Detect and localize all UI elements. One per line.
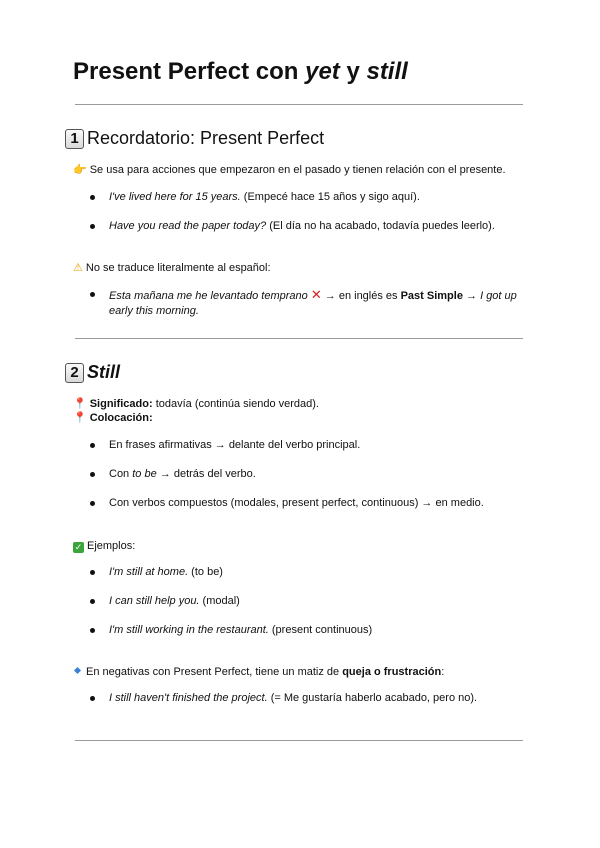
pin-icon: 📍	[73, 398, 87, 410]
blue-diamond-icon	[74, 667, 81, 674]
number-one-icon: 1	[65, 129, 84, 149]
hand-pointing-icon: 👉	[73, 164, 87, 176]
divider	[75, 740, 523, 741]
bullet-dot	[90, 224, 95, 229]
section-heading-still: 2 Still	[65, 362, 120, 383]
warning-icon: ⚠	[73, 262, 83, 274]
bullet-dot	[90, 696, 95, 701]
document-page: Present Perfect con yet y still 1 Recordatorio: Present Perfect 👉 Se usa para acciones que empezaron en el pasado y tienen relación con el presente. I've lived here for 15 years. (Empecé hace 15 años y sigo aquí). Have you read the paper today? (El día no ha acabado, todavía puedes leerlo). ⚠ No se traduce literalmente al español: Esta mañana me he levantado temprano ✕ → en inglés es Past Simple → I got up early this morning. 2 Still 📍 Significado: todavía (continúa siendo verdad). 📍 Colocación: En frases afirmativas → delante del verbo principal. Con to be → detrás del verbo. Con verbos compuestos (modales, present perfect, continuous) → en medio. ✓ Ejemplos: I'm still at home. (to be) I can still help you. (modal) I'm still working in the restaurant. (present continuous) En negativas con Present Perfect, tiene un matiz de queja o frustración: I still haven't finished the project. (= Me gustaría haberlo acabado, pero no).	[0, 0, 600, 848]
bullet-dot	[90, 195, 95, 200]
check-icon: ✓	[74, 542, 83, 552]
divider	[75, 104, 523, 105]
bullet-dot	[90, 599, 95, 604]
bullet-dot	[90, 472, 95, 477]
bullet-dot	[90, 628, 95, 633]
negative-paragraph: En negativas con Present Perfect, tiene un matiz de queja o frustración:	[73, 665, 444, 679]
divider	[75, 338, 523, 339]
title-still: still	[366, 58, 408, 85]
warning-paragraph: ⚠ No se traduce literalmente al español:	[73, 262, 271, 274]
pin-icon: 📍	[73, 412, 87, 424]
bullet-dot	[90, 501, 95, 506]
bullet-dot	[90, 443, 95, 448]
intro-paragraph: 👉 Se usa para acciones que empezaron en el pasado y tienen relación con el presente.	[73, 164, 506, 176]
section-heading-recordatorio: 1 Recordatorio: Present Perfect	[65, 128, 324, 149]
bullet-dot	[90, 570, 95, 575]
meaning-paragraph: 📍 Significado: todavía (continúa siendo verdad).	[73, 398, 319, 410]
bullet-dot	[90, 292, 95, 297]
examples-label: ✓ Ejemplos:	[74, 540, 136, 552]
number-two-icon: 2	[65, 363, 84, 383]
title-yet: yet	[305, 58, 340, 85]
page-title: Present Perfect con yet y still	[73, 58, 408, 85]
cross-mark-icon: ✕	[310, 287, 322, 302]
placement-paragraph: 📍 Colocación:	[73, 412, 153, 424]
